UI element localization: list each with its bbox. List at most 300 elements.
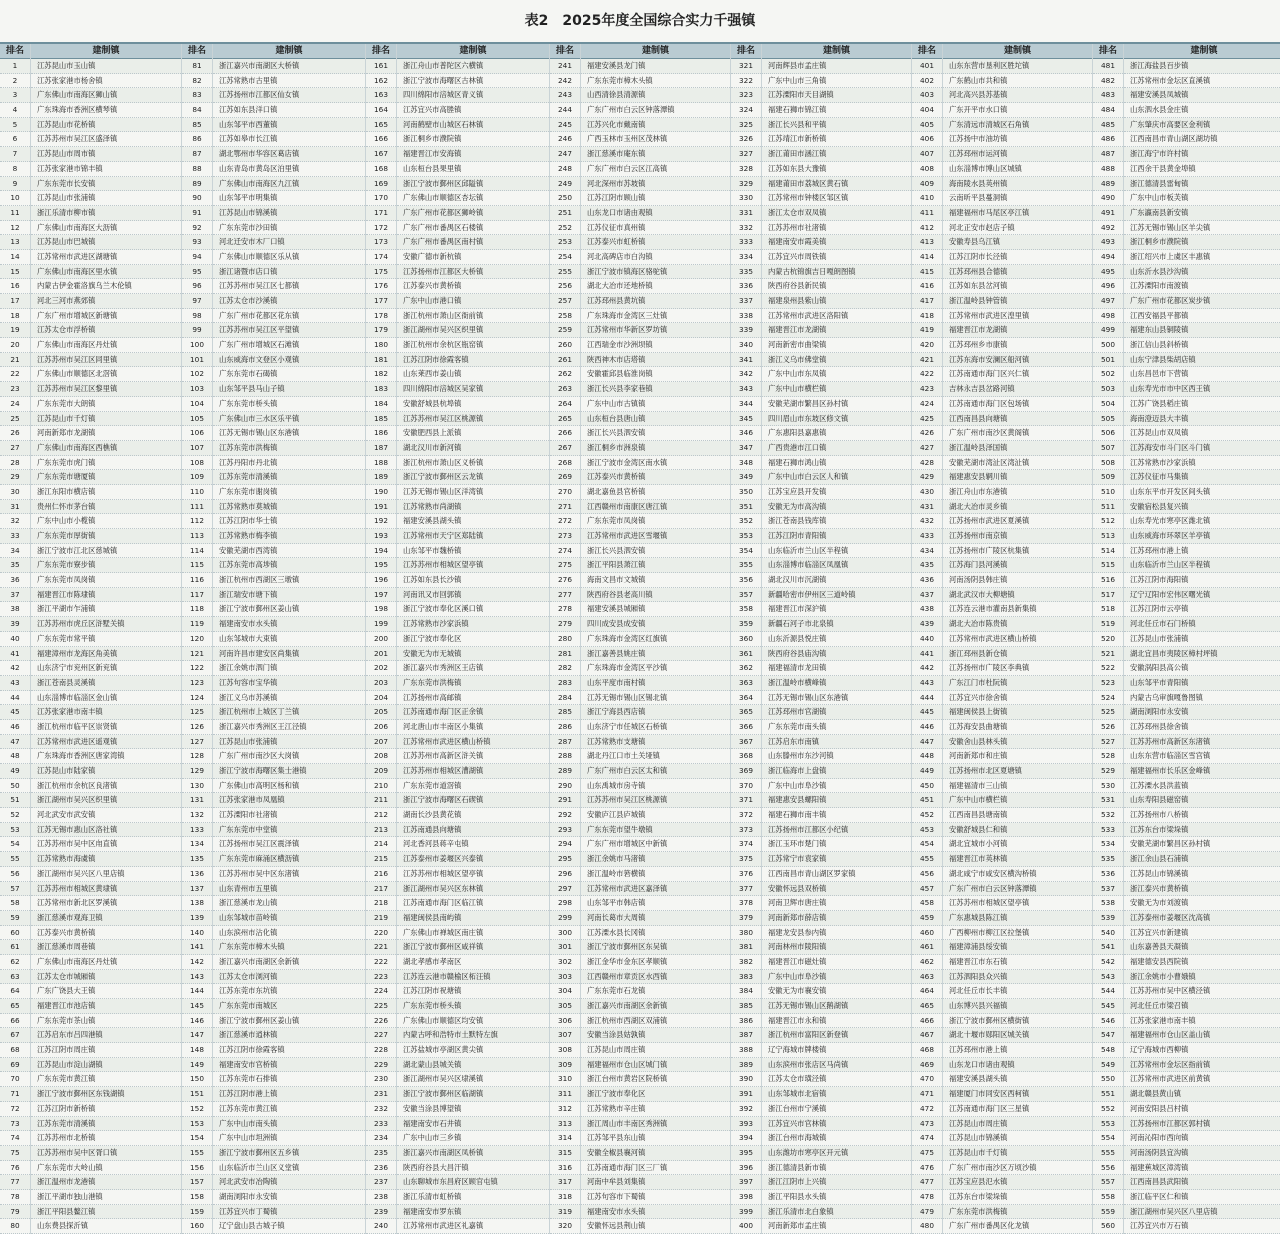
- town-cell: 江苏苏州市社渚镇: [762, 221, 911, 236]
- rank-cell: 483: [1093, 88, 1123, 103]
- rank-cell: 292: [550, 808, 580, 823]
- town-cell: 浙江温岭市横峰镇: [762, 676, 911, 691]
- town-cell: 浙江长兴县李家巷镇: [581, 382, 730, 397]
- town-cell: 安徽宿松县复兴镇: [1124, 500, 1280, 515]
- rank-cell: 459: [912, 911, 942, 926]
- rank-cell: 433: [912, 529, 942, 544]
- rank-cell: 234: [366, 1131, 396, 1146]
- town-cell: 安徽肥西县上派镇: [397, 426, 549, 441]
- town-cell: 江苏昆山市张浦镇: [31, 191, 181, 206]
- rank-cell: 293: [550, 823, 580, 838]
- town-cell: 浙江长兴县和平镇: [762, 118, 911, 133]
- town-cell: 安徽芜湖市湾沚区湾沚镇: [943, 456, 1092, 471]
- town-cell: 山东邹城市苗岭镇: [213, 911, 365, 926]
- rank-cell: 198: [366, 602, 396, 617]
- rank-cell: 240: [366, 1219, 396, 1234]
- rank-cell: 398: [731, 1190, 761, 1205]
- rank-cell: 316: [550, 1161, 580, 1176]
- town-cell: 广东佛山市南海区丹灶镇: [31, 338, 181, 353]
- rank-cell: 106: [182, 426, 212, 441]
- town-cell: 江苏如皋市长江镇: [213, 132, 365, 147]
- town-cell: 浙江宁波市海曙区古林镇: [397, 74, 549, 89]
- rank-cell: 346: [731, 426, 761, 441]
- rank-cell: 23: [0, 382, 30, 397]
- town-cell: 浙江慈溪市观海卫镇: [31, 911, 181, 926]
- rank-cell: 232: [366, 1102, 396, 1117]
- rank-cell: 95: [182, 265, 212, 280]
- town-cell: 浙江舟山市普陀区六横镇: [397, 59, 549, 74]
- town-cell: 安徽无为市无城镇: [397, 647, 549, 662]
- rank-cell: 35: [0, 558, 30, 573]
- rank-cell: 426: [912, 426, 942, 441]
- town-cell: 山东邹平市明集镇: [213, 191, 365, 206]
- rank-cell: 69: [0, 1058, 30, 1073]
- town-cell: 山东东平市开发区间头镇: [1124, 485, 1280, 500]
- rank-cell: 309: [550, 1058, 580, 1073]
- town-cell: 江苏邳州市港上镇: [1124, 544, 1280, 559]
- rank-cell: 244: [550, 103, 580, 118]
- town-cell: 江苏江阴市云亭镇: [1124, 602, 1280, 617]
- rank-cell: 202: [366, 661, 396, 676]
- town-cell: 江苏张家港市杨舍镇: [31, 74, 181, 89]
- rank-cell: 209: [366, 764, 396, 779]
- town-cell: 浙江宁波市鄞州区五乡镇: [213, 1146, 365, 1161]
- town-cell: 广东广州市白云区钟落潭镇: [943, 882, 1092, 897]
- rank-cell: 350: [731, 485, 761, 500]
- town-cell: 山东临沂市兰山区半程镇: [1124, 558, 1280, 573]
- town-cell: 广东东莞市厚街镇: [31, 529, 181, 544]
- rank-cell: 428: [912, 456, 942, 471]
- town-cell: 江苏苏州市吴中区胥口镇: [31, 1146, 181, 1161]
- rank-cell: 324: [731, 103, 761, 118]
- rank-cell: 445: [912, 705, 942, 720]
- rank-cell: 243: [550, 88, 580, 103]
- rank-cell: 555: [1093, 1146, 1123, 1161]
- town-cell: 浙江瑞安市塘下镇: [213, 588, 365, 603]
- town-cell: 江苏江阴市华士镇: [213, 514, 365, 529]
- rank-cell: 311: [550, 1087, 580, 1102]
- rank-cell: 299: [550, 911, 580, 926]
- rank-cell: 277: [550, 588, 580, 603]
- rank-cell: 282: [550, 661, 580, 676]
- town-cell: 广东佛山市顺德区杏坛镇: [397, 191, 549, 206]
- rank-cell: 25: [0, 412, 30, 427]
- town-cell: 山东寿光市寒亭区潍北镇: [1124, 514, 1280, 529]
- town-cell: 广东佛山市南海区西樵镇: [31, 441, 181, 456]
- rank-cell: 97: [182, 294, 212, 309]
- rank-cell: 103: [182, 382, 212, 397]
- town-cell: 江苏邳州县合德镇: [943, 265, 1092, 280]
- town-cell: 广东中山市南头镇: [213, 1117, 365, 1132]
- rank-cell: 258: [550, 309, 580, 324]
- rank-cell: 437: [912, 588, 942, 603]
- town-cell: 江苏泰兴市虹桥镇: [581, 235, 730, 250]
- town-cell: 广东佛山市南海区大沥镇: [31, 221, 181, 236]
- town-cell: 江苏苏州市吴江区七都镇: [213, 279, 365, 294]
- town-cell: 浙江宁波市奉化区溪口镇: [397, 602, 549, 617]
- town-cell: 浙江杭州市西湖区双浦镇: [581, 1014, 730, 1029]
- rank-cell: 342: [731, 367, 761, 382]
- rank-cell: 20: [0, 338, 30, 353]
- town-cell: 浙江湖州市吴兴区埭溪镇: [397, 1072, 549, 1087]
- town-cell: 浙江宁波市海曙区集士港镇: [213, 764, 365, 779]
- town-cell: 江苏邳州市官湖镇: [762, 705, 911, 720]
- town-cell: 江苏常州市武进区湟里镇: [943, 309, 1092, 324]
- town-cell: 广东瀛南县新安镇: [1124, 206, 1280, 221]
- town-cell: 河北迁安市木厂口镇: [213, 235, 365, 250]
- rank-header: 排名: [731, 44, 761, 59]
- rank-cell: 68: [0, 1043, 30, 1058]
- rank-cell: 457: [912, 882, 942, 897]
- rank-cell: 175: [366, 265, 396, 280]
- town-cell: 江苏昆山市双凤镇: [1124, 426, 1280, 441]
- rank-column: [550, 44, 581, 1234]
- rank-cell: 189: [366, 470, 396, 485]
- rank-cell: 186: [366, 426, 396, 441]
- town-cell: 江苏江阴市徐霞客镇: [213, 1043, 365, 1058]
- town-cell: 江苏昆山市周庄镇: [581, 1043, 730, 1058]
- rank-cell: 314: [550, 1131, 580, 1146]
- town-cell: 江苏太仓市城厢镇: [31, 970, 181, 985]
- rank-cell: 215: [366, 852, 396, 867]
- town-cell: 江苏无锡市锡山区鹅湖镇: [762, 999, 911, 1014]
- rank-cell: 465: [912, 999, 942, 1014]
- rank-cell: 191: [366, 500, 396, 515]
- rank-cell: 322: [731, 74, 761, 89]
- rank-cell: 469: [912, 1058, 942, 1073]
- town-cell: 江苏常熟市梅李镇: [213, 529, 365, 544]
- rank-cell: 48: [0, 749, 30, 764]
- rank-cell: 461: [912, 940, 942, 955]
- rank-cell: 383: [731, 970, 761, 985]
- rank-cell: 238: [366, 1190, 396, 1205]
- rank-cell: 132: [182, 808, 212, 823]
- town-cell: 江西南昌市青山湖区罗家镇: [762, 867, 911, 882]
- rank-cell: 301: [550, 940, 580, 955]
- rank-cell: 230: [366, 1072, 396, 1087]
- rank-cell: 307: [550, 1028, 580, 1043]
- town-cell: 江苏宝应县氾水镇: [943, 1175, 1092, 1190]
- town-cell: 河北正安市赵店子镇: [943, 221, 1092, 236]
- rank-cell: 533: [1093, 823, 1123, 838]
- rank-cell: 468: [912, 1043, 942, 1058]
- rank-cell: 96: [182, 279, 212, 294]
- rank-cell: 353: [731, 529, 761, 544]
- rank-cell: 510: [1093, 485, 1123, 500]
- rank-cell: 546: [1093, 1014, 1123, 1029]
- rank-cell: 275: [550, 558, 580, 573]
- rank-cell: 444: [912, 691, 942, 706]
- rank-cell: 517: [1093, 588, 1123, 603]
- town-cell: 福建福州市马尾区亭江镇: [943, 206, 1092, 221]
- town-cell: 广东广州市白云区钟落潭镇: [581, 103, 730, 118]
- town-cell: 江苏宜兴市徐舍镇: [943, 691, 1092, 706]
- town-cell: 江苏江阴市徐霞客镇: [397, 353, 549, 368]
- rank-cell: 216: [366, 867, 396, 882]
- town-cell: 广东广州市花都区狮岭镇: [397, 206, 549, 221]
- rank-cell: 24: [0, 397, 30, 412]
- town-cell: 江苏常州市武进区嘉泽镇: [581, 882, 730, 897]
- town-cell: 广东东莞市桥头镇: [213, 397, 365, 412]
- rank-cell: 534: [1093, 837, 1123, 852]
- rank-cell: 80: [0, 1219, 30, 1234]
- rank-cell: 466: [912, 1014, 942, 1029]
- town-cell: 浙江嘉兴市南湖区凤桥镇: [397, 1146, 549, 1161]
- town-cell: 广东东莞市石碣镇: [213, 367, 365, 382]
- town-cell: 浙江宁波市江北区慈城镇: [31, 544, 181, 559]
- town-cell: 江苏苏州市吴中区东渚镇: [213, 867, 365, 882]
- rank-cell: 532: [1093, 808, 1123, 823]
- town-cell: 江苏太仓市浮桥镇: [31, 323, 181, 338]
- rank-cell: 146: [182, 1014, 212, 1029]
- town-cell: 湖北大冶市陈贵镇: [943, 617, 1092, 632]
- town-cell: 海南文昌市文城镇: [581, 573, 730, 588]
- rank-cell: 164: [366, 103, 396, 118]
- rank-cell: 484: [1093, 103, 1123, 118]
- town-cell: 江苏东台市梁垛镇: [943, 1190, 1092, 1205]
- town-cell: 江西赣州市章贡区水西镇: [581, 970, 730, 985]
- rank-cell: 206: [366, 720, 396, 735]
- town-column: [397, 44, 549, 1234]
- rank-cell: 33: [0, 529, 30, 544]
- town-cell: 江苏昆山市张浦镇: [213, 735, 365, 750]
- rank-cell: 261: [550, 353, 580, 368]
- town-cell: 湖北大冶市还地桥镇: [581, 279, 730, 294]
- town-cell: 山东邹平市韩店镇: [581, 896, 730, 911]
- town-cell: 广东中山市小榄镇: [31, 514, 181, 529]
- town-cell: 江苏东海市安澜区船河镇: [943, 353, 1092, 368]
- rank-cell: 522: [1093, 661, 1123, 676]
- town-cell: 福建南安市罗东镇: [397, 1205, 549, 1220]
- town-cell: 江苏无锡市锡山区羊尖镇: [1124, 221, 1280, 236]
- town-cell: 浙江湖州市吴兴区东林镇: [397, 882, 549, 897]
- rank-cell: 325: [731, 118, 761, 133]
- rank-cell: 168: [366, 162, 396, 177]
- rank-cell: 225: [366, 999, 396, 1014]
- town-cell: 吉林永吉县岔路河镇: [943, 382, 1092, 397]
- rank-cell: 512: [1093, 514, 1123, 529]
- town-cell: 安徽庐江县庐城镇: [581, 808, 730, 823]
- rank-cell: 12: [0, 221, 30, 236]
- town-cell: 河南长葛市大周镇: [581, 911, 730, 926]
- town-cell: 山东昌邑市下营镇: [1124, 367, 1280, 382]
- rank-cell: 217: [366, 882, 396, 897]
- rank-cell: 478: [912, 1190, 942, 1205]
- rank-cell: 332: [731, 221, 761, 236]
- rank-cell: 391: [731, 1087, 761, 1102]
- town-cell: 湖北大冶市灵乡镇: [943, 500, 1092, 515]
- rank-cell: 83: [182, 88, 212, 103]
- rank-cell: 361: [731, 647, 761, 662]
- rank-cell: 359: [731, 617, 761, 632]
- rank-cell: 115: [182, 558, 212, 573]
- rank-cell: 203: [366, 676, 396, 691]
- town-cell: 广东中山市白云区人和镇: [762, 470, 911, 485]
- town-cell: 浙江湖州市吴兴区八里店镇: [1124, 1205, 1280, 1220]
- rank-cell: 182: [366, 367, 396, 382]
- town-cell: 浙江平阳县萧江镇: [581, 558, 730, 573]
- rank-cell: 108: [182, 456, 212, 471]
- town-cell: 江苏常宁市袁家镇: [762, 852, 911, 867]
- rank-cell: 129: [182, 764, 212, 779]
- rank-cell: 180: [366, 338, 396, 353]
- rank-cell: 352: [731, 514, 761, 529]
- town-cell: 江苏昆山市玉山镇: [31, 59, 181, 74]
- rank-cell: 374: [731, 837, 761, 852]
- rank-cell: 9: [0, 177, 30, 192]
- town-cell: 江苏常州市武进区洛阳镇: [762, 309, 911, 324]
- rank-cell: 7: [0, 147, 30, 162]
- rank-cell: 371: [731, 793, 761, 808]
- rank-cell: 525: [1093, 705, 1123, 720]
- rank-cell: 152: [182, 1102, 212, 1117]
- rank-cell: 116: [182, 573, 212, 588]
- rank-cell: 539: [1093, 911, 1123, 926]
- town-cell: 浙江周山市丰南区秀洲镇: [581, 1117, 730, 1132]
- town-cell: 江苏江阴市周庄镇: [31, 1043, 181, 1058]
- rank-cell: 229: [366, 1058, 396, 1073]
- town-cell: 浙江宁波市鄞州区姜山镇: [213, 1014, 365, 1029]
- town-cell: 河北唐山市丰南区小集镇: [397, 720, 549, 735]
- town-cell: 广东中山市横栏镇: [762, 382, 911, 397]
- town-cell: 福建惠安县螺阳镇: [762, 793, 911, 808]
- town-cell: 浙江义乌市苏溪镇: [213, 691, 365, 706]
- rank-cell: 351: [731, 500, 761, 515]
- rank-cell: 99: [182, 323, 212, 338]
- town-cell: 福建福州市长乐区金峰镇: [1124, 764, 1280, 779]
- town-cell: 广东江门市杜阮镇: [943, 676, 1092, 691]
- town-cell: 浙江宁波市鄞州区邱隘镇: [397, 177, 549, 192]
- rank-cell: 313: [550, 1117, 580, 1132]
- town-cell: 浙江宁波市镇海区骆驼镇: [581, 265, 730, 280]
- rank-cell: 527: [1093, 735, 1123, 750]
- rank-cell: 173: [366, 235, 396, 250]
- town-header: 建制镇: [213, 44, 365, 59]
- rank-cell: 294: [550, 837, 580, 852]
- rank-cell: 519: [1093, 617, 1123, 632]
- rank-cell: 385: [731, 999, 761, 1014]
- town-cell: 江西赣州市南康区唐江镇: [581, 500, 730, 515]
- rank-cell: 82: [182, 74, 212, 89]
- rank-cell: 559: [1093, 1205, 1123, 1220]
- town-cell: 浙江桐乡市濮院镇: [1124, 235, 1280, 250]
- rank-cell: 196: [366, 573, 396, 588]
- rank-cell: 446: [912, 720, 942, 735]
- rank-cell: 136: [182, 867, 212, 882]
- rank-cell: 77: [0, 1175, 30, 1190]
- rank-cell: 236: [366, 1161, 396, 1176]
- rank-cell: 235: [366, 1146, 396, 1161]
- rank-cell: 223: [366, 970, 396, 985]
- rank-cell: 3: [0, 88, 30, 103]
- town-cell: 江苏南通市海门区临江镇: [397, 896, 549, 911]
- town-cell: 浙江长兴县泗安镇: [581, 544, 730, 559]
- rank-cell: 91: [182, 206, 212, 221]
- rank-cell: 52: [0, 808, 30, 823]
- rank-cell: 128: [182, 749, 212, 764]
- town-cell: 江苏苏州市高新区东渚镇: [1124, 735, 1280, 750]
- rank-cell: 411: [912, 206, 942, 221]
- rank-cell: 233: [366, 1117, 396, 1132]
- rank-cell: 214: [366, 837, 396, 852]
- town-cell: 江苏句容市下蜀镇: [581, 1190, 730, 1205]
- rank-cell: 440: [912, 632, 942, 647]
- town-cell: 江苏邹平县东山镇: [581, 1131, 730, 1146]
- rank-cell: 473: [912, 1117, 942, 1132]
- town-cell: 河北三河市燕郊镇: [31, 294, 181, 309]
- town-cell: 广东广州市花都区花东镇: [213, 309, 365, 324]
- rank-cell: 61: [0, 940, 30, 955]
- town-cell: 福建晋江市磁灶镇: [762, 955, 911, 970]
- town-cell: 江西余干县黄金埠镇: [1124, 162, 1280, 177]
- rank-cell: 112: [182, 514, 212, 529]
- rank-cell: 30: [0, 485, 30, 500]
- town-cell: 湖北汉川市沉湖镇: [762, 573, 911, 588]
- rank-cell: 537: [1093, 882, 1123, 897]
- rank-cell: 63: [0, 970, 30, 985]
- rank-cell: 449: [912, 764, 942, 779]
- town-cell: 广东中山市东凤镇: [762, 367, 911, 382]
- rank-cell: 409: [912, 177, 942, 192]
- town-cell: 山东济宁市任城区石桥镇: [581, 720, 730, 735]
- town-cell: 福建惠安县辋川镇: [943, 470, 1092, 485]
- rank-cell: 207: [366, 735, 396, 750]
- town-cell: 广东东莞市长安镇: [31, 177, 181, 192]
- rank-cell: 147: [182, 1028, 212, 1043]
- rank-cell: 183: [366, 382, 396, 397]
- rank-cell: 388: [731, 1043, 761, 1058]
- town-cell: 江苏南通市海门区正余镇: [397, 705, 549, 720]
- rank-cell: 222: [366, 955, 396, 970]
- town-cell: 山东青岛市黄岛区泊里镇: [213, 162, 365, 177]
- rank-cell: 286: [550, 720, 580, 735]
- town-cell: 浙江临海市上盘镇: [762, 764, 911, 779]
- rank-cell: 75: [0, 1146, 30, 1161]
- town-cell: 浙江余山县石浦镇: [1124, 852, 1280, 867]
- rank-cell: 163: [366, 88, 396, 103]
- rank-cell: 251: [550, 206, 580, 221]
- town-cell: 江苏常熟市古里镇: [213, 74, 365, 89]
- rank-cell: 255: [550, 265, 580, 280]
- town-cell: 江苏南通市海门区三厂镇: [581, 1161, 730, 1176]
- rank-cell: 349: [731, 470, 761, 485]
- town-cell: 内蒙古伊金霍洛旗乌兰木伦镇: [31, 279, 181, 294]
- town-cell: 江苏苏州市相城区望亭镇: [943, 896, 1092, 911]
- rank-cell: 113: [182, 529, 212, 544]
- rank-cell: 124: [182, 691, 212, 706]
- town-cell: 山东邹城市大束镇: [213, 632, 365, 647]
- rank-cell: 274: [550, 544, 580, 559]
- rank-cell: 239: [366, 1205, 396, 1220]
- rank-cell: 267: [550, 441, 580, 456]
- rank-cell: 354: [731, 544, 761, 559]
- rank-cell: 139: [182, 911, 212, 926]
- page-title: 表2 2025年度全国综合实力千强镇: [524, 13, 756, 29]
- rank-cell: 140: [182, 926, 212, 941]
- town-cell: 安徽涡阳县高公镇: [1124, 661, 1280, 676]
- town-cell: 江苏盐城市亭湖区黄尖镇: [397, 1043, 549, 1058]
- town-cell: 浙江嘉兴市秀洲区王江泾镇: [213, 720, 365, 735]
- town-cell: 江苏南通市海门区三星镇: [943, 1102, 1092, 1117]
- rank-cell: 490: [1093, 191, 1123, 206]
- town-cell: 浙江宁波市鄞州区姜山镇: [213, 602, 365, 617]
- rank-cell: 252: [550, 221, 580, 236]
- town-cell: 江苏扬州市武进区夏溪镇: [943, 514, 1092, 529]
- rank-cell: 76: [0, 1161, 30, 1176]
- town-cell: 陕西神木市店塔镇: [581, 353, 730, 368]
- rank-cell: 142: [182, 955, 212, 970]
- town-cell: 浙江长兴县泗安镇: [581, 426, 730, 441]
